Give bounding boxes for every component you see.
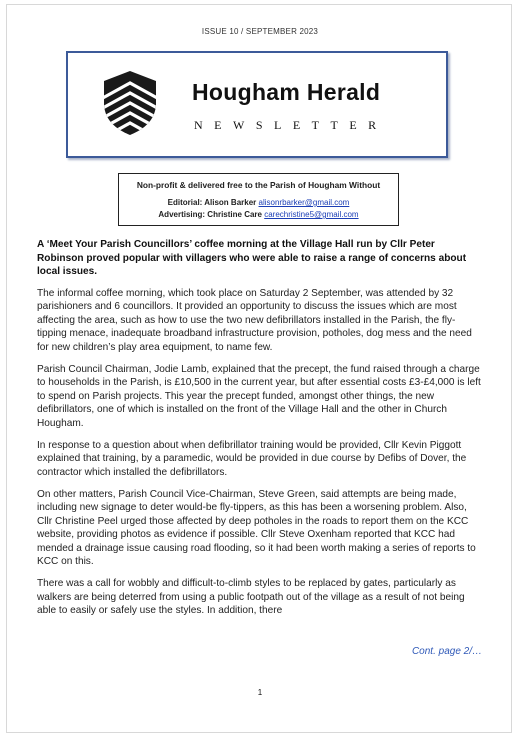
article-paragraph: In response to a question about when defibrillator training would be provided, Cllr Kevin Piggott explained that training, by a paramedic, would be provided in due course by Defibs of Dover, the contractor which installed the defibrillators. — [37, 439, 467, 478]
continued-link[interactable]: Cont. page 2/… — [411, 646, 482, 657]
editorial-label: Editorial: Alison Barker — [167, 198, 257, 207]
masthead — [66, 51, 448, 158]
article-paragraph: There was a call for wobbly and difficult-to-climb styles to be replaced by gates, particularly as walkers are being deterred from using a public footpath out of the village as a result of not being able to easily or safely use the styles. In addition, there — [37, 577, 465, 617]
advertising-email-link[interactable]: carechristine5@gmail.com — [264, 210, 359, 219]
article — [37, 238, 483, 626]
article-paragraph: On other matters, Parish Council Vice-Chairman, Steve Green, said attempts are being made, including new signage to deter would-be fly-tippers, as this has been a worsening problem. Also, Cllr Christine Peel urged those affected by deep potholes in the roads to report them on the KCC website, providing photos as evidence if possible. Cllr Steve Oxenham reported that KCC had mended a drainage issue causing road flooding, so it had been worth making a series of reports to KCC on this. — [37, 488, 476, 568]
article-headline: A ‘Meet Your Parish Councillors’ coffee morning at the Village Hall run by Cllr Peter Robinson proved popular with villagers who were able to raise a range of concerns about local issues. — [37, 239, 467, 278]
article-paragraph: The informal coffee morning, which took place on Saturday 2 September, was attended by 32 parishioners and 6 councillors. It provided an opportunity to discuss the issues which are most affecting the area, such as how to use the two new defibrillators installed in the Parish, the fly-tipping menace, inadequate broadband infrastructure provision, potholes, dog mess and the need for new children’s play area equipment, to name few. — [37, 287, 472, 354]
info-box — [118, 173, 399, 226]
tagline: Non-profit & delivered free to the Parish of Hougham Without — [136, 180, 381, 190]
page-number: 1 — [257, 688, 263, 697]
editorial-line — [119, 198, 398, 207]
editorial-email-link[interactable]: alisonrbarker@gmail.com — [258, 198, 350, 207]
newsletter-title: Hougham Herald — [192, 79, 381, 105]
article-paragraph: Parish Council Chairman, Jodie Lamb, explained that the precept, the fund raised through a charge to households in the Parish, is £10,500 in the current year, but after essential costs £3-£4,000 is left to spend on Parish projects. This year the precept funded, amongst other things, the new defibrillators, one of which is installed on the front of the Village Hall and the other in Church Hougham. — [37, 363, 481, 429]
chevron-shield-icon — [101, 69, 159, 137]
advertising-label: Advertising: Christine Care — [158, 210, 262, 219]
advertising-line — [119, 210, 398, 219]
issue-line: ISSUE 10 / SEPTEMBER 2023 — [201, 27, 319, 36]
newsletter-subtitle: NEWSLETTER — [194, 118, 388, 132]
